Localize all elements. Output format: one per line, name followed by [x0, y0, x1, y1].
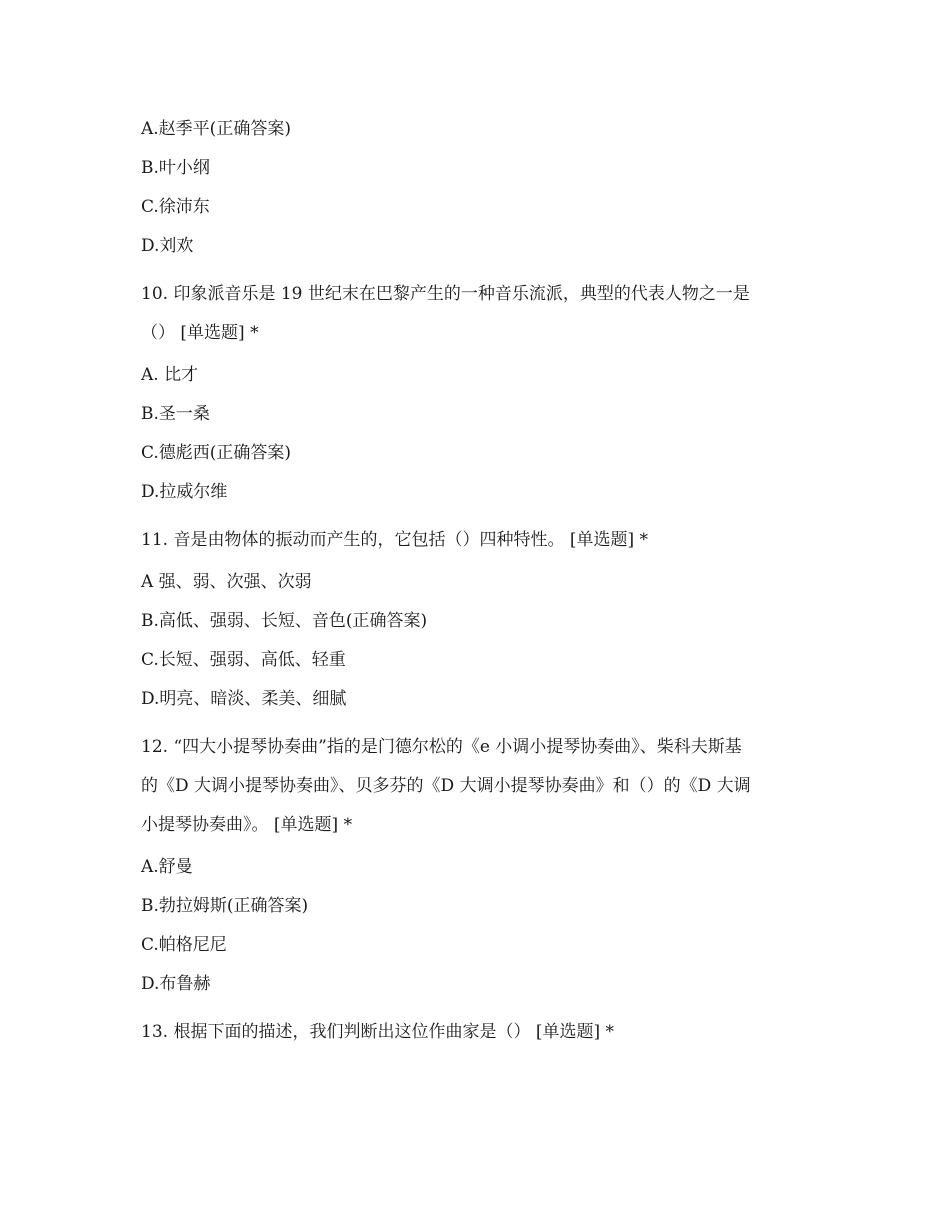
option-a: A. 比才: [141, 365, 199, 385]
document-page: [141, 112, 821, 1057]
question-12-options: [141, 850, 821, 1006]
option-d: D.拉威尔维: [141, 482, 228, 502]
question-text-line: 的《D 大调小提琴协奏曲》、贝多芬的《D 大调小提琴协奏曲》和（）的《D 大调: [141, 776, 751, 796]
question-text-line: 10. 印象派音乐是 19 世纪末在巴黎产生的一种音乐流派，典型的代表人物之一是: [141, 284, 750, 304]
question-10-options: [141, 358, 821, 514]
option-a: A 强、弱、次强、次弱: [141, 572, 312, 592]
option-c: C.长短、强弱、高低、轻重: [141, 650, 346, 670]
option-b: B.勃拉姆斯(正确答案): [141, 896, 309, 916]
option-c: C.帕格尼尼: [141, 935, 227, 955]
question-13: [141, 1013, 821, 1052]
option-b: B.叶小纲: [141, 158, 210, 178]
question-10: [141, 275, 821, 353]
question-9-options: [141, 112, 821, 268]
option-b: B.高低、强弱、长短、音色(正确答案): [141, 611, 428, 631]
option-d: D.布鲁赫: [141, 974, 211, 994]
question-text-line: 12. “四大小提琴协奏曲”指的是门德尔松的《e 小调小提琴协奏曲》、柴科夫斯基: [141, 737, 742, 757]
option-a: A.舒曼: [141, 857, 193, 877]
question-text-line: 小提琴协奏曲》。 [单选题] *: [141, 815, 353, 835]
question-12: [141, 728, 821, 845]
option-c: C.徐沛东: [141, 197, 210, 217]
option-a: A.赵季平(正确答案): [141, 119, 291, 139]
question-text-line: 11. 音是由物体的振动而产生的，它包括（）四种特性。 [单选题] *: [141, 530, 649, 550]
question-text-line: （） [单选题] *: [141, 323, 259, 343]
option-b: B.圣一桑: [141, 404, 210, 424]
question-11: [141, 521, 821, 560]
option-c: C.德彪西(正确答案): [141, 443, 292, 463]
option-d: D.明亮、暗淡、柔美、细腻: [141, 689, 347, 709]
option-d: D.刘欢: [141, 236, 194, 256]
question-11-options: [141, 565, 821, 721]
question-text-line: 13. 根据下面的描述，我们判断出这位作曲家是（） [单选题] *: [141, 1022, 615, 1042]
